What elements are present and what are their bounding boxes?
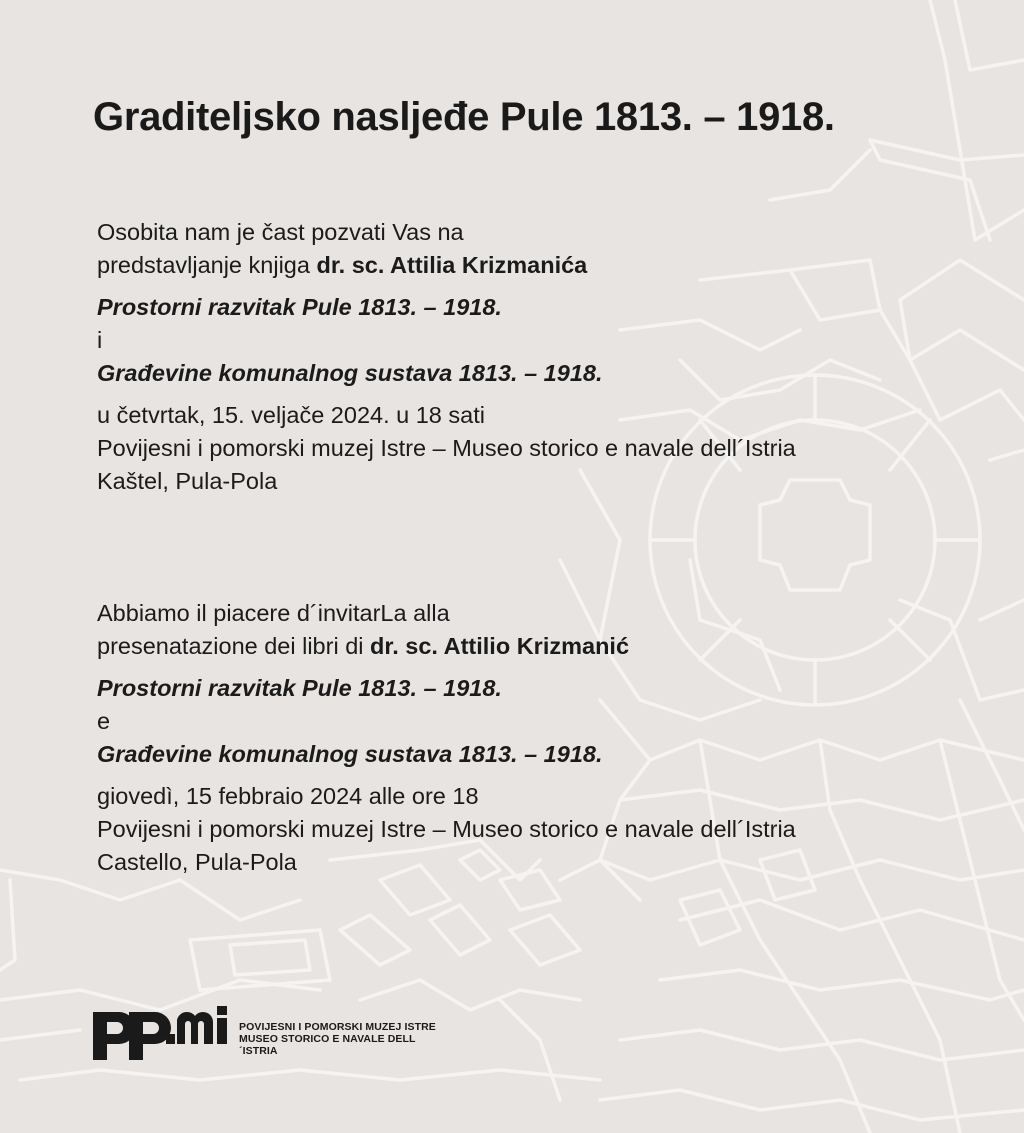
invitation-italian (97, 597, 977, 879)
ppmi-logo-mark (93, 1004, 231, 1060)
hr-book-title-2: Građevine komunalnog sustava 1813. – 1918. (97, 360, 603, 386)
hr-presentation-line (97, 249, 977, 282)
it-place: Castello, Pula-Pola (97, 849, 297, 875)
hr-book-title-1: Prostorni razvitak Pule 1813. – 1918. (97, 294, 502, 320)
invitation-croatian (97, 216, 977, 498)
logo-wordmark (239, 1021, 453, 1057)
hr-presentation-text: predstavljanje knjiga (97, 252, 317, 278)
it-conjunction: e (97, 708, 111, 734)
it-author: dr. sc. Attilio Krizmanić (370, 633, 630, 659)
it-venue: Povijesni i pomorski muzej Istre – Museo storico e navale dell´Istria (97, 816, 796, 842)
hr-intro-line: Osobita nam je čast pozvati Vas na (97, 219, 464, 245)
hr-venue: Povijesni i pomorski muzej Istre – Museo storico e navale dell´Istria (97, 435, 796, 461)
hr-author: dr. sc. Attilia Krizmanića (316, 252, 588, 278)
it-intro-line: Abbiamo il piacere d´invitarLa alla (97, 600, 450, 626)
it-book-title-1: Prostorni razvitak Pule 1813. – 1918. (97, 675, 502, 701)
logo-line-1: POVIJESNI I POMORSKI MUZEJ ISTRE (239, 1021, 436, 1033)
museum-logo (93, 1004, 453, 1060)
it-presentation-line (97, 630, 977, 663)
logo-line-2: MUSEO STORICO E NAVALE DELL´ISTRIA (239, 1033, 416, 1057)
hr-place: Kaštel, Pula-Pola (97, 468, 278, 494)
hr-date: u četvrtak, 15. veljače 2024. u 18 sati (97, 402, 485, 428)
it-date: giovedì, 15 febbraio 2024 alle ore 18 (97, 783, 479, 809)
hr-conjunction: i (97, 327, 103, 353)
it-book-title-2: Građevine komunalnog sustava 1813. – 1918. (97, 741, 603, 767)
page-title: Graditeljsko nasljeđe Pule 1813. – 1918. (93, 95, 835, 139)
it-presentation-text: presenatazione dei libri di (97, 633, 371, 659)
